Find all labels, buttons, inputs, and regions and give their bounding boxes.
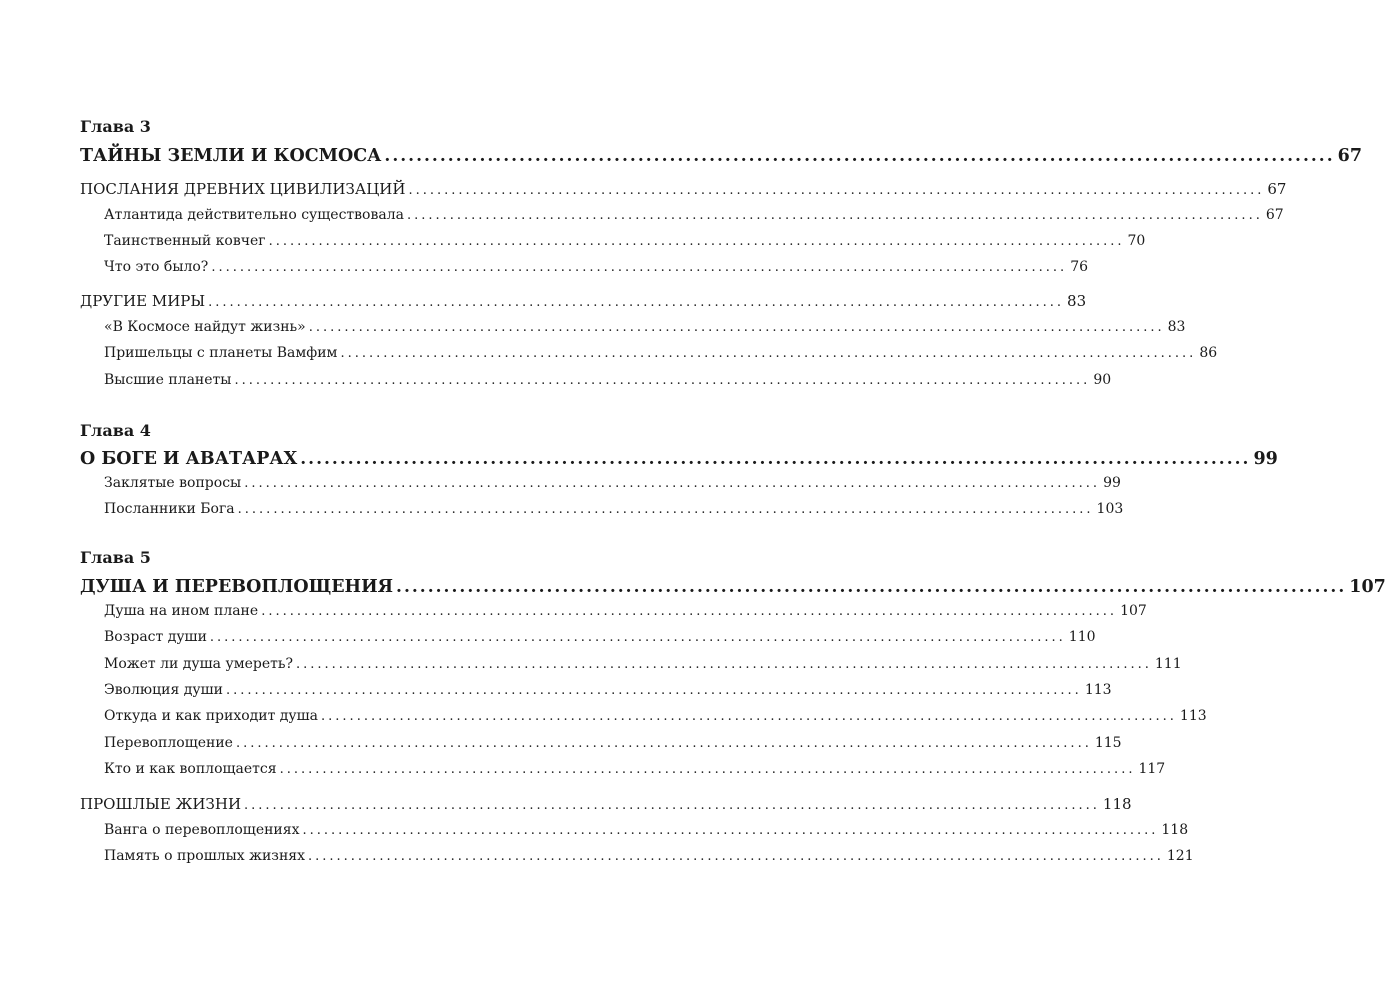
dot-leader: ........................................................................................................................ bbox=[300, 449, 1251, 469]
entry-title: О БОГЕ И АВАТАРАХ bbox=[80, 449, 298, 469]
toc-subsection[interactable] bbox=[104, 474, 1121, 493]
entry-title: Память о прошлых жизнях bbox=[104, 848, 305, 864]
toc-chapter-title[interactable] bbox=[80, 576, 1386, 598]
dot-leader: ........................................................................................................................ bbox=[244, 476, 1101, 491]
page-number: 86 bbox=[1199, 345, 1218, 361]
page-number: 99 bbox=[1253, 449, 1278, 469]
dot-leader: ........................................................................................................................ bbox=[211, 260, 1068, 275]
dot-leader: ........................................................................................................................ bbox=[302, 823, 1159, 838]
dot-leader: ........................................................................................................................ bbox=[308, 320, 1165, 335]
toc-subsection[interactable] bbox=[104, 371, 1112, 390]
chapter-label: Глава 3 bbox=[80, 117, 151, 136]
toc-subsection[interactable] bbox=[104, 500, 1124, 519]
entry-title: Может ли душа умереть? bbox=[104, 656, 293, 672]
page-number: 121 bbox=[1166, 848, 1194, 864]
dot-leader: ........................................................................................................................ bbox=[208, 295, 1065, 310]
toc-subsection[interactable] bbox=[104, 628, 1096, 647]
entry-title: Откуда и как приходит душа bbox=[104, 708, 319, 724]
toc-subsection[interactable] bbox=[104, 760, 1166, 779]
entry-title: ПОСЛАНИЯ ДРЕВНИХ ЦИВИЛИЗАЦИЙ bbox=[80, 180, 406, 198]
chapter-label: Глава 5 bbox=[80, 548, 151, 567]
page-number: 118 bbox=[1161, 822, 1189, 838]
page-number: 117 bbox=[1138, 761, 1166, 777]
dot-leader: ........................................................................................................................ bbox=[321, 709, 1177, 724]
dot-leader: ........................................................................................................................ bbox=[268, 234, 1125, 249]
dot-leader: ........................................................................................................................ bbox=[308, 849, 1164, 864]
page-number: 111 bbox=[1154, 656, 1182, 672]
dot-leader: ........................................................................................................................ bbox=[209, 630, 1066, 645]
dot-leader: ........................................................................................................................ bbox=[340, 346, 1197, 361]
toc-subsection[interactable] bbox=[104, 344, 1218, 363]
toc-section[interactable] bbox=[80, 180, 1287, 200]
toc-section[interactable] bbox=[80, 795, 1132, 815]
entry-title: Таинственный ковчег bbox=[104, 233, 266, 249]
page-number: 70 bbox=[1127, 233, 1146, 249]
chapter-label: Глава 4 bbox=[80, 421, 151, 440]
entry-title: «В Космосе найдут жизнь» bbox=[104, 319, 306, 335]
dot-leader: ........................................................................................................................ bbox=[225, 683, 1082, 698]
entry-title: Что это было? bbox=[104, 259, 209, 275]
dot-leader: ........................................................................................................................ bbox=[296, 657, 1152, 672]
toc-subsection[interactable] bbox=[104, 602, 1147, 621]
entry-title: Душа на ином плане bbox=[104, 603, 259, 619]
page-number: 110 bbox=[1068, 629, 1096, 645]
page-number: 67 bbox=[1267, 180, 1287, 198]
dot-leader: ........................................................................................................................ bbox=[406, 208, 1263, 223]
page-number: 83 bbox=[1167, 319, 1186, 335]
toc-section[interactable] bbox=[80, 292, 1087, 312]
entry-title: Посланники Бога bbox=[104, 501, 235, 517]
page-number: 103 bbox=[1096, 501, 1124, 517]
toc-subsection[interactable] bbox=[104, 655, 1182, 674]
page-number: 107 bbox=[1120, 603, 1147, 619]
dot-leader: ........................................................................................................................ bbox=[396, 577, 1347, 597]
toc-subsection[interactable] bbox=[104, 847, 1194, 866]
page-number: 113 bbox=[1179, 708, 1207, 724]
toc-subsection[interactable] bbox=[104, 707, 1207, 726]
toc-subsection[interactable] bbox=[104, 821, 1189, 840]
entry-title: Возраст души bbox=[104, 629, 207, 645]
dot-leader: ........................................................................................................................ bbox=[234, 373, 1091, 388]
toc-chapter-title[interactable] bbox=[80, 145, 1362, 167]
entry-title: Высшие планеты bbox=[104, 372, 232, 388]
dot-leader: ........................................................................................................................ bbox=[384, 146, 1335, 166]
entry-title: Кто и как воплощается bbox=[104, 761, 277, 777]
entry-title: ДРУГИЕ МИРЫ bbox=[80, 292, 206, 310]
page-number: 115 bbox=[1094, 735, 1122, 751]
entry-title: ПРОШЛЫЕ ЖИЗНИ bbox=[80, 795, 242, 813]
toc-subsection[interactable] bbox=[104, 681, 1112, 700]
page-number: 83 bbox=[1067, 292, 1087, 310]
toc-subsection[interactable] bbox=[104, 318, 1186, 337]
page-number: 67 bbox=[1337, 146, 1362, 166]
entry-title: Пришельцы с планеты Вамфим bbox=[104, 345, 338, 361]
entry-title: Перевоплощение bbox=[104, 735, 233, 751]
dot-leader: ........................................................................................................................ bbox=[235, 736, 1092, 751]
entry-title: Заклятые вопросы bbox=[104, 475, 242, 491]
entry-title: Эволюция души bbox=[104, 682, 223, 698]
dot-leader: ........................................................................................................................ bbox=[244, 798, 1100, 813]
toc-subsection[interactable] bbox=[104, 734, 1122, 753]
page-number: 99 bbox=[1103, 475, 1121, 491]
toc-subsection[interactable] bbox=[104, 232, 1146, 251]
entry-title: Ванга о перевоплощениях bbox=[104, 822, 300, 838]
toc-subsection[interactable] bbox=[104, 206, 1284, 225]
toc-subsection[interactable] bbox=[104, 258, 1089, 277]
entry-title: Атлантида действительно существовала bbox=[104, 207, 404, 223]
page-number: 76 bbox=[1070, 259, 1089, 275]
dot-leader: ........................................................................................................................ bbox=[408, 183, 1265, 198]
page-number: 113 bbox=[1084, 682, 1112, 698]
dot-leader: ........................................................................................................................ bbox=[237, 502, 1094, 517]
entry-title: ДУША И ПЕРЕВОПЛОЩЕНИЯ bbox=[80, 577, 394, 597]
page-number: 67 bbox=[1265, 207, 1284, 223]
page-number: 118 bbox=[1102, 795, 1132, 813]
dot-leader: ........................................................................................................................ bbox=[279, 762, 1136, 777]
page-number: 107 bbox=[1349, 577, 1386, 597]
entry-title: ТАЙНЫ ЗЕМЛИ И КОСМОСА bbox=[80, 146, 382, 166]
page-number: 90 bbox=[1093, 372, 1112, 388]
toc-chapter-title[interactable] bbox=[80, 448, 1278, 470]
dot-leader: ........................................................................................................................ bbox=[261, 604, 1118, 619]
